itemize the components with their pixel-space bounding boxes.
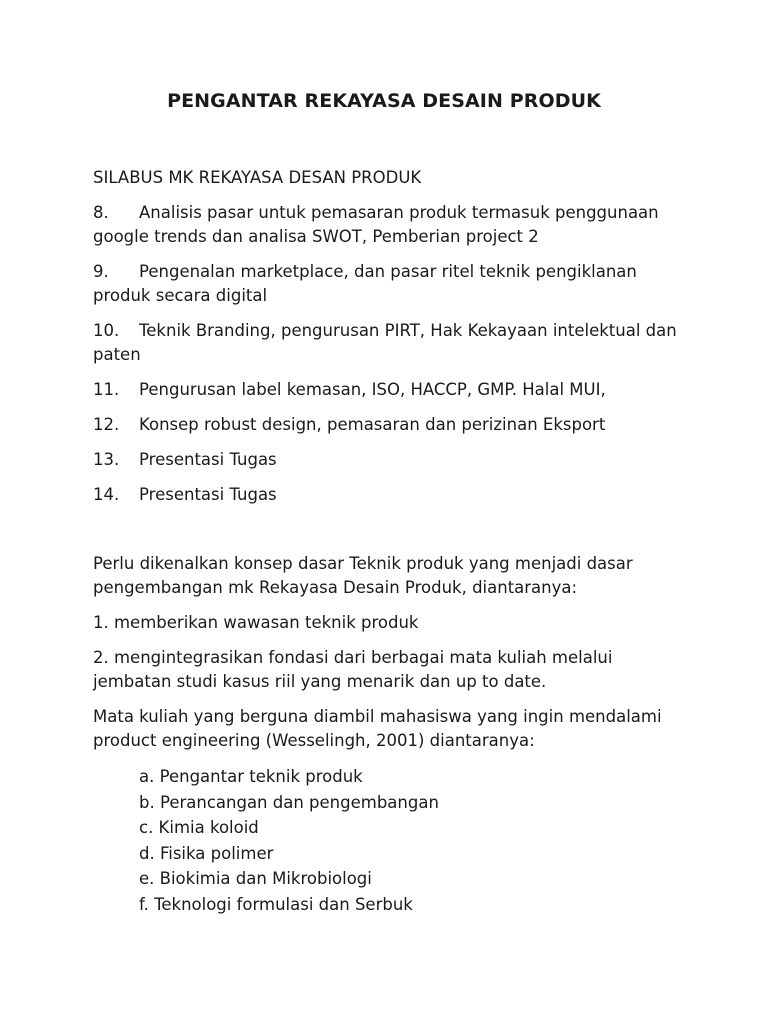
- syllabus-item-text: Presentasi Tugas: [139, 450, 277, 469]
- point-item: 2. mengintegrasikan fondasi dari berbagai mata kuliah melalui jembatan studi kasus riil yang menarik dan up to date.: [93, 648, 613, 691]
- courses-paragraph: Mata kuliah yang berguna diambil mahasiswa yang ingin mendalami product engineering (Wesselingh, 2001) diantaranya:: [93, 707, 662, 750]
- syllabus-item: [93, 378, 683, 402]
- point-item: 1. memberikan wawasan teknik produk: [93, 613, 419, 632]
- course-item: e. Biokimia dan Mikrobiologi: [139, 869, 372, 888]
- course-item: f. Teknologi formulasi dan Serbuk: [139, 894, 413, 914]
- syllabus-item-number: 13.: [93, 450, 120, 469]
- syllabus-item-text: Presentasi Tugas: [139, 485, 277, 504]
- syllabus-item-text: Pengenalan marketplace, dan pasar ritel teknik pengiklanan produk secara digital: [93, 262, 637, 305]
- course-item: a. Pengantar teknik produk: [139, 767, 363, 786]
- intro-paragraph: Perlu dikenalkan konsep dasar Teknik produk yang menjadi dasar pengembangan mk Rekayasa Desain Produk, diantaranya:: [93, 554, 633, 597]
- syllabus-item-number: 14.: [93, 485, 120, 504]
- syllabus-item-number: 10.: [93, 321, 120, 340]
- syllabus-item: [93, 319, 683, 367]
- syllabus-item-number: 11.: [93, 380, 120, 399]
- courses-list: [93, 764, 683, 917]
- syllabus-item-text: Konsep robust design, pemasaran dan perizinan Eksport: [139, 415, 606, 434]
- syllabus-item: [93, 483, 683, 507]
- document-body: [93, 166, 683, 917]
- section-spacer: [93, 518, 683, 552]
- course-item: c. Kimia koloid: [139, 818, 259, 837]
- syllabus-item: [93, 260, 683, 308]
- document-title: PENGANTAR REKAYASA DESAIN PRODUK: [167, 90, 601, 112]
- syllabus-item-text: Teknik Branding, pengurusan PIRT, Hak Kekayaan intelektual dan paten: [93, 321, 677, 364]
- syllabus-item-number: 8.: [93, 203, 109, 222]
- syllabus-item-number: 9.: [93, 262, 109, 281]
- course-item: b. Perancangan dan pengembangan: [139, 792, 439, 812]
- syllabus-item: [93, 201, 683, 249]
- syllabus-item: [93, 448, 683, 472]
- syllabus-item-text: Analisis pasar untuk pemasaran produk termasuk penggunaan google trends dan analisa SWOT, Pemberian project 2: [93, 203, 659, 246]
- syllabus-item-number: 12.: [93, 415, 120, 434]
- course-item: d. Fisika polimer: [139, 843, 274, 863]
- syllabus-list: [93, 201, 683, 507]
- syllabus-item: [93, 413, 683, 437]
- syllabus-heading: SILABUS MK REKAYASA DESAN PRODUK: [93, 168, 422, 187]
- syllabus-item-text: Pengurusan label kemasan, ISO, HACCP, GMP. Halal MUI,: [139, 380, 606, 399]
